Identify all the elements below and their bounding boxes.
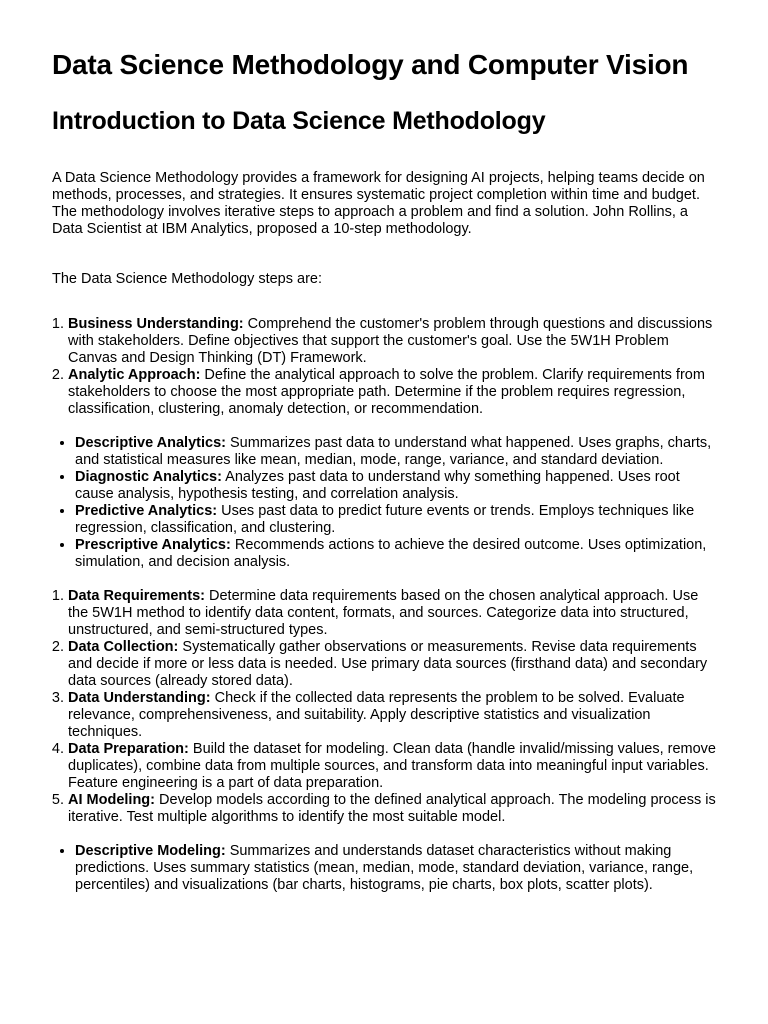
list-item-term: Data Requirements: (68, 588, 205, 604)
list-item-term: Data Collection: (68, 639, 179, 655)
list-item-term: AI Modeling: (68, 792, 155, 808)
list-item-term: Data Preparation: (68, 741, 189, 757)
list-item-term: Predictive Analytics: (75, 503, 218, 519)
list-item (75, 469, 720, 503)
list-item-text: Build the dataset for modeling. Clean data (handle invalid/missing values, remove duplicates), combine data from multiple sources, and transform data into meaningful input variables. Feature engineering is a part of data preparation. (68, 741, 717, 791)
list-item (75, 843, 720, 894)
list-item (75, 503, 720, 537)
list-item (68, 367, 720, 418)
methodology-steps-list-part2 (52, 588, 720, 826)
list-item-text: Summarizes and understands dataset characteristics without making predictions. Uses summary statistics (mean, median, mode, standard deviation, variance, range, percentiles) and visualizations (bar charts, histograms, pie charts, box plots, scatter plots). (75, 843, 694, 893)
section-heading: Introduction to Data Science Methodology (52, 107, 546, 135)
list-item-text: Uses past data to predict future events or trends. Employs techniques like regression, classification, and clustering. (75, 503, 695, 536)
document-page (52, 48, 720, 894)
list-item (68, 316, 720, 367)
list-item (68, 588, 720, 639)
list-item (68, 792, 720, 826)
list-item-text: Systematically gather observations or measurements. Revise data requirements and decide if more or less data is needed. Use primary data sources (firsthand data) and secondary data sources (already stored data). (68, 639, 708, 689)
steps-intro: The Data Science Methodology steps are: (52, 271, 323, 287)
list-item (68, 741, 720, 792)
list-item-term: Analytic Approach: (68, 367, 201, 383)
list-item-text: Determine data requirements based on the chosen analytical approach. Use the 5W1H method to identify data content, formats, and sources. Categorize data into structured, unstructured, and semi-structured types. (68, 588, 699, 638)
intro-paragraph: A Data Science Methodology provides a framework for designing AI projects, helping teams decide on methods, processes, and strategies. It ensures systematic project completion within time and budget. The methodology involves iterative steps to approach a problem and find a solution. John Rollins, a Data Scientist at IBM Analytics, proposed a 10-step methodology. (52, 170, 705, 237)
list-item-text: Recommends actions to achieve the desired outcome. Uses optimization, simulation, and decision analysis. (75, 537, 707, 570)
list-item (75, 435, 720, 469)
list-item-text: Define the analytical approach to solve the problem. Clarify requirements from stakeholders to choose the most appropriate path. Determine if the problem requires regression, classification, clustering, anomaly detection, or recommendation. (68, 367, 705, 417)
list-item-text: Develop models according to the defined analytical approach. The modeling process is iterative. Test multiple algorithms to identify the most suitable model. (68, 792, 716, 825)
list-item-term: Prescriptive Analytics: (75, 537, 231, 553)
list-item-term: Business Understanding: (68, 316, 244, 332)
list-item-term: Diagnostic Analytics: (75, 469, 222, 485)
list-item-term: Descriptive Analytics: (75, 435, 226, 451)
list-item-text: Summarizes past data to understand what happened. Uses graphs, charts, and statistical measures like mean, median, mode, range, variance, and standard deviation. (75, 435, 712, 468)
list-item-term: Descriptive Modeling: (75, 843, 226, 859)
list-item (68, 639, 720, 690)
analytics-types-list (52, 435, 720, 571)
list-item-text: Check if the collected data represents the problem to be solved. Evaluate relevance, comprehensiveness, and suitability. Apply descriptive statistics and visualization techniques. (68, 690, 685, 740)
document-title: Data Science Methodology and Computer Vision (52, 49, 689, 80)
list-item-text: Analyzes past data to understand why something happened. Uses root cause analysis, hypothesis testing, and correlation analysis. (75, 469, 680, 502)
modeling-types-list (52, 843, 720, 894)
methodology-steps-list-part1 (52, 316, 720, 418)
list-item-term: Data Understanding: (68, 690, 211, 706)
list-item (68, 690, 720, 741)
list-item (75, 537, 720, 571)
list-item-text: Comprehend the customer's problem through questions and discussions with stakeholders. Define objectives that support the customer's goal. Use the 5W1H Problem Canvas and Design Thinking (DT) Framework. (68, 316, 713, 366)
